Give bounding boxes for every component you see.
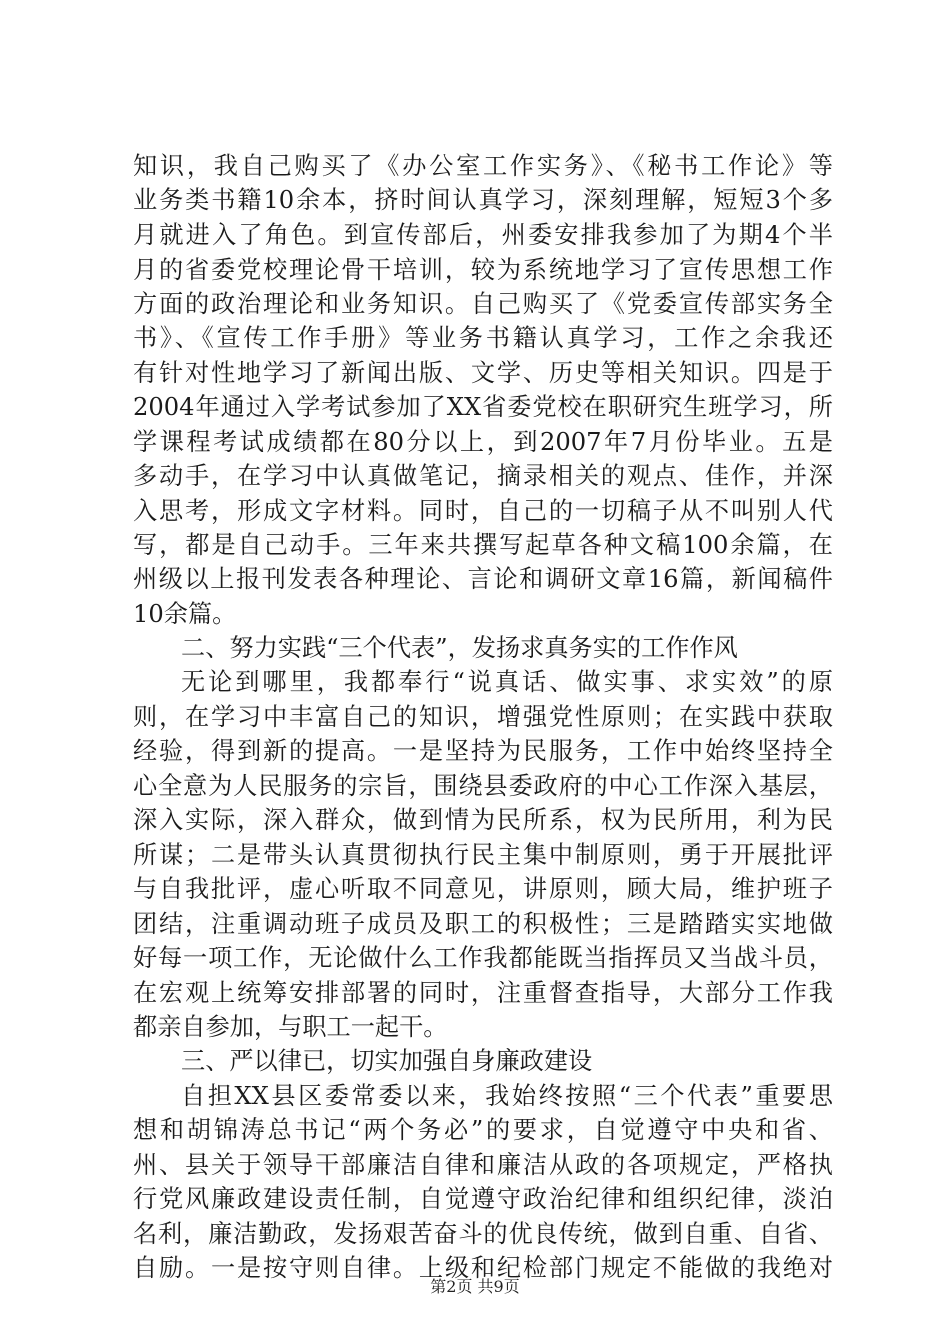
text-line: 月的省委党校理论骨干培训，较为系统地学习了宣传思想工作 xyxy=(133,256,833,284)
text-line: 好每一项工作，无论做什么工作我都能既当指挥员又当战斗员， xyxy=(133,944,833,972)
text-line: 则，在学习中丰富自己的知识，增强党性原则；在实践中获取 xyxy=(133,703,833,731)
text-line: 想和胡锦涛总书记“两个务必”的要求，自觉遵守中央和省、 xyxy=(133,1116,833,1144)
text-line: 月就进入了角色。到宣传部后，州委安排我参加了为期4个半 xyxy=(133,221,833,249)
text-line: 深入实际，深入群众，做到情为民所系，权为民所用，利为民 xyxy=(133,806,833,834)
paragraph-first-line: 自担XX县区委常委以来，我始终按照“三个代表”重要思 xyxy=(181,1082,833,1110)
text-line: 有针对性地学习了新闻出版、文学、历史等相关知识。四是于 xyxy=(133,359,833,387)
text-line: 团结，注重调动班子成员及职工的积极性；三是踏踏实实地做 xyxy=(133,910,833,938)
paragraph-first-line: 无论到哪里，我都奉行“说真话、做实事、求实效”的原 xyxy=(181,668,833,696)
text-line: 入思考，形成文字材料。同时，自己的一切稿子从不叫别人代 xyxy=(133,497,833,525)
section-heading: 三、严以律已，切实加强自身廉政建设 xyxy=(181,1047,593,1075)
text-line: 2004年通过入学考试参加了XX省委党校在职研究生班学习，所 xyxy=(133,393,833,421)
text-line: 书》、《宣传工作手册》等业务书籍认真学习，工作之余我还 xyxy=(133,324,833,352)
text-line: 知识，我自己购买了《办公室工作实务》、《秘书工作论》等 xyxy=(133,152,833,180)
section-heading: 二、努力实践“三个代表”，发扬求真务实的工作作风 xyxy=(181,634,738,662)
text-line: 所谋；二是带头认真贯彻执行民主集中制原则，勇于开展批评 xyxy=(133,841,833,869)
text-line: 学课程考试成绩都在80分以上，到2007年7月份毕业。五是 xyxy=(133,428,833,456)
text-line: 州、县关于领导干部廉洁自律和廉洁从政的各项规定，严格执 xyxy=(133,1151,833,1179)
text-line: 10余篇。 xyxy=(133,600,237,628)
text-line: 都亲自参加，与职工一起干。 xyxy=(133,1013,448,1041)
text-line: 行党风廉政建设责任制，自觉遵守政治纪律和组织纪律，淡泊 xyxy=(133,1185,833,1213)
text-line: 州级以上报刊发表各种理论、言论和调研文章16篇，新闻稿件 xyxy=(133,565,833,593)
text-line: 业务类书籍10余本，挤时间认真学习，深刻理解，短短3个多 xyxy=(133,186,833,214)
text-line: 名利，廉洁勤政，发扬艰苦奋斗的优良传统，做到自重、自省、 xyxy=(133,1220,833,1248)
text-line: 自励。一是按守则自律。上级和纪检部门规定不能做的我绝对 xyxy=(133,1254,833,1282)
text-line: 在宏观上统筹安排部署的同时，注重督查指导，大部分工作我 xyxy=(133,979,833,1007)
page-number-footer: 第2页 共9页 xyxy=(430,1277,520,1296)
text-line: 方面的政治理论和业务知识。自己购买了《党委宣传部实务全 xyxy=(133,290,833,318)
text-line: 心全意为人民服务的宗旨，围绕县委政府的中心工作深入基层， xyxy=(133,772,833,800)
text-line: 写，都是自己动手。三年来共撰写起草各种文稿100余篇，在 xyxy=(133,531,833,559)
text-line: 与自我批评，虚心听取不同意见，讲原则，顾大局，维护班子 xyxy=(133,875,833,903)
text-line: 多动手，在学习中认真做笔记，摘录相关的观点、佳作，并深 xyxy=(133,462,833,490)
text-line: 经验，得到新的提高。一是坚持为民服务，工作中始终坚持全 xyxy=(133,737,833,765)
